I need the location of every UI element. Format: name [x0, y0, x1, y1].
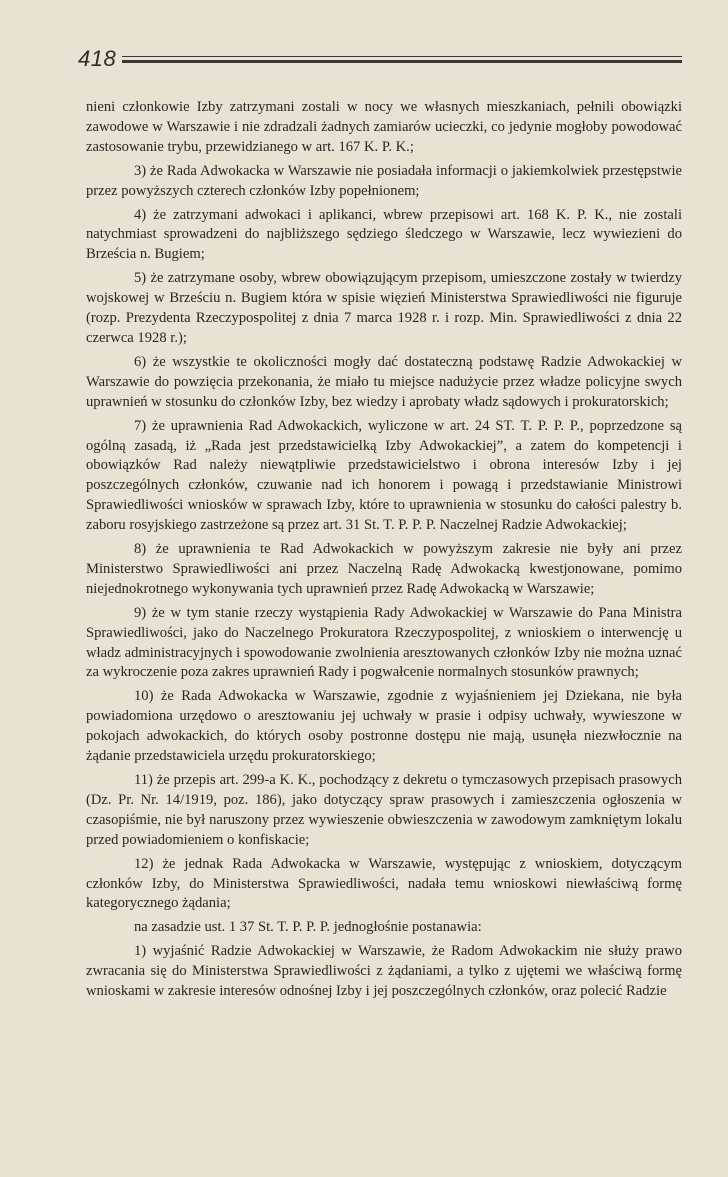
- body-text: [86, 98, 682, 1002]
- paragraph: 6) że wszystkie te okoliczności mogły dać dostateczną podstawę Radzie Adwokackiej w Warszawie do powzięcia przekonania, że miało tu miejsce nadużycie przez władze policyjne swych uprawnień w stosunku do członków Izby, bez wiedzy i aprobaty władz sądowych i prokuratorskich;: [86, 353, 682, 410]
- page-number: 418: [78, 46, 117, 71]
- paragraph: 5) że zatrzymane osoby, wbrew obowiązującym przepisom, umieszczone zostały w twierdzy wojskowej w Brześciu n. Bugiem która w spisie więzień Ministerstwa Sprawiedliwości nie figuruje (rozp. Prezydenta Rzeczypospolitej z dnia 7 marca 1928 r. i rozp. Min. Sprawiedliwości z dnia 22 czerwca 1928 r.);: [86, 270, 682, 346]
- paragraph: 8) że uprawnienia te Rad Adwokackich w powyższym zakresie nie były ani przez Ministerstwo Sprawiedliwości ani przez Naczelną Radę Adwokacką kwestjonowane, pomimo niejednokrotnego wykonywania tych uprawnień przez Radę Adwokacką w Warszawie;: [86, 541, 682, 597]
- paragraph: 3) że Rada Adwokacka w Warszawie nie posiadała informacji o jakiemkolwiek przestępstwie przez powyższych czterech członków Izby popełnionem;: [86, 162, 682, 199]
- paragraph: 12) że jednak Rada Adwokacka w Warszawie, występując z wnioskiem, dotyczącym członków Izby, do Ministerstwa Sprawiedliwości, nadała temu wnioskowi niewłaściwą formę kategorycznego żądania;: [86, 855, 682, 912]
- page-header: [78, 46, 682, 72]
- paragraph: 7) że uprawnienia Rad Adwokackich, wyliczone w art. 24 ST. T. P. P. P., poprzedzone są ogólną zasadą, iż „Rada jest przedstawicielką Izby Adwokackiej”, a zatem do kompetencji i obowiązków Rad należy niewątpliwie przedstawicielstwo i obrona interesów Izby i jej poszczególnych członków, czuwanie nad ich honorem i powagą i przedstawianie Ministrowi Sprawiedliwości wniosków w sprawach Izby, które to uprawnienia w stosunku do całości palestry b. zaboru rosyjskiego zastrzeżone są przez art. 31 St. T. P. P. P. Naczelnej Radzie Adwokackiej;: [86, 417, 682, 534]
- header-rule-thick: [122, 60, 682, 63]
- paragraph: 11) że przepis art. 299-a K. K., pochodzący z dekretu o tymczasowych przepisach prasowych (Dz. Pr. Nr. 14/1919, poz. 186), jako dotyczący spraw prasowych i zamieszczenia ogłoszenia w czasopiśmie, nie był naruszony przez wywieszenie obwieszczenia w zawodowym zamkniętym lokalu przed powiadomieniem o konfiskacie;: [86, 772, 682, 848]
- paragraph: 10) że Rada Adwokacka w Warszawie, zgodnie z wyjaśnieniem jej Dziekana, nie była powiadomiona urzędowo o aresztowaniu jej uchwały w prasie i odpisy uchwały, wywieszone w pokojach adwokackich, do których osoby postronne dostępu nie mają, usunęła niezwłocznie na żądanie przedstawiciela urzędu prokuratorskiego;: [86, 688, 682, 765]
- paragraph: 9) że w tym stanie rzeczy wystąpienia Rady Adwokackiej w Warszawie do Pana Ministra Sprawiedliwości, jako do Naczelnego Prokuratora Rzeczypospolitej, z wnioskiem o interwencję u władz administracyjnych i spowodowanie zwolnienia aresztowanych członków Izby nie można uznać za wykroczenie poza zakres uprawnień Rady i pogwałcenie normalnych stosunków prawnych;: [86, 604, 682, 681]
- header-rule-thin: [122, 56, 682, 57]
- paragraph: 4) że zatrzymani adwokaci i aplikanci, wbrew przepisowi art. 168 K. P. K., nie zostali natychmiast sprowadzeni do najbliższego sędziego śledczego w Warszawie, lecz wywiezieni do Brześcia n. Bugiem;: [86, 206, 682, 263]
- paragraph: 1) wyjaśnić Radzie Adwokackiej w Warszawie, że Radom Adwokackim nie służy prawo zwracania się do Ministerstwa Sprawiedliwości z żądaniami, a tylko z ujętemi we właściwą formę wnioskami w zakresie interesów odnośnej Izby i jej poszczególnych członków, oraz polecić Radzie: [86, 943, 682, 1000]
- paragraph: nieni członkowie Izby zatrzymani zostali w nocy we własnych mieszkaniach, pełnili obowiązki zawodowe w Warszawie i nie zdradzali żadnych zamiarów ucieczki, co jedynie mogłoby powodować zastosowanie trybu, przewidzianego w art. 167 K. P. K.;: [86, 99, 682, 155]
- paragraph: na zasadzie ust. 1 37 St. T. P. P. P. jednogłośnie postanawia:: [134, 919, 482, 936]
